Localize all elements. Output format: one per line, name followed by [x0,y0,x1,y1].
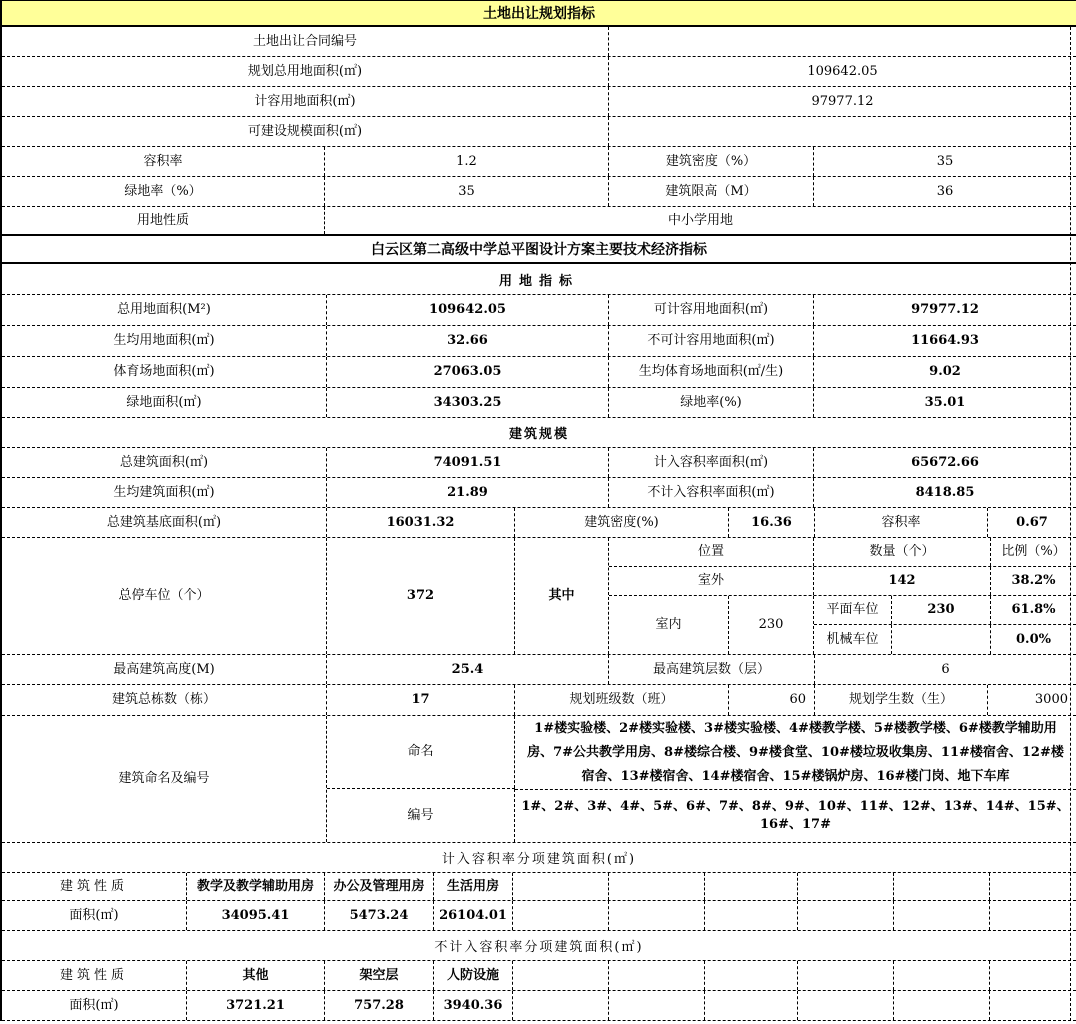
sports-area-label: 体育场地面积(㎡) [2,357,327,387]
class-count-value: 60 [729,685,815,715]
incl-area-empty3 [705,901,798,930]
land-index-header: 用地指标 [498,273,579,289]
parking-qty-header: 数量（个） [814,538,991,566]
parking-flat-row [814,596,1076,625]
buildable-area-value [609,117,1076,146]
buildable-area-label: 可建设规模面积(㎡) [2,117,609,146]
land-use-value: 中小学用地 [667,212,733,228]
excl-area-empty3 [705,991,798,1020]
parking-mech-label: 机械车位 [814,625,892,654]
incl-area-office: 5473.24 [325,901,434,930]
incl-area-empty6 [990,901,1076,930]
contract-no-row [2,27,1076,57]
excl-area-empty6 [990,991,1076,1020]
green-rate2-label: 绿地率(%) [609,388,814,417]
building-density-label: 建筑密度（%） [609,147,814,176]
excl-col-empty3 [705,961,798,990]
land-index-header-row [2,264,1076,295]
excl-far-type-row [2,961,1076,991]
far-uncounted-area-value: 8418.85 [915,484,975,500]
name-label: 命名 [327,716,515,788]
countable-area-row [2,87,1076,117]
max-floors-label: 最高建筑层数（层） [609,655,815,684]
per-student-floor-label: 生均建筑面积(㎡) [2,478,327,507]
excl-area-empty1 [513,991,609,1020]
incl-col-empty2 [609,873,705,900]
incl-col-empty5 [894,873,990,900]
far-label: 容积率 [2,147,325,176]
table-title-row [2,0,1076,27]
green-area-value: 34303.25 [327,388,609,417]
height-limit-label: 建筑限高（M） [609,177,814,206]
parking-indoor-label: 室内 [609,596,729,654]
height-limit-value: 36 [936,183,954,199]
sports-area-row [2,357,1076,388]
green-rate2-value: 35.01 [924,394,966,410]
parking-subtable [609,538,1076,654]
density2-label: 建筑密度(%) [515,508,729,537]
land-use-row [2,207,1076,236]
total-floor-area-label: 总建筑面积(㎡) [2,448,327,477]
parking-flat-label: 平面车位 [814,596,892,624]
land-use-label: 用地性质 [2,207,325,234]
parking-outdoor-qty: 142 [814,567,991,595]
incl-col-empty1 [513,873,609,900]
parking-head-row [609,538,1076,567]
section2-header-row [2,236,1076,264]
uncountable-land-value: 11664.93 [911,333,979,349]
building-codes: 1#、2#、3#、4#、5#、6#、7#、8#、9#、10#、11#、12#、13#、14#、15#、16#、17# [521,799,1070,832]
student-count-value: 3000 [1034,692,1068,708]
per-student-sports-label: 生均体育场地面积(㎡/生) [609,357,814,387]
per-student-sports-value: 9.02 [929,364,961,380]
per-student-land-value: 32.66 [327,326,609,356]
excl-area-other: 3721.21 [187,991,325,1020]
max-height-value: 25.4 [327,655,609,684]
incl-area-empty4 [798,901,894,930]
parking-flat-qty: 230 [892,596,991,624]
far-value: 1.2 [325,147,609,176]
footprint-value: 16031.32 [327,508,515,537]
parking-position-header: 位置 [609,538,814,566]
excl-area-empty5 [894,991,990,1020]
incl-col-empty6 [990,873,1076,900]
contract-no-label: 土地出让合同编号 [2,27,609,56]
building-scale-header: 建筑规模 [508,427,569,442]
parking-row [2,538,1076,655]
total-floor-area-value: 74091.51 [327,448,609,477]
excl-area-label: 面积(㎡) [2,991,187,1020]
name-label-cell [327,716,515,789]
excl-col-other: 其他 [187,961,325,990]
excl-col-civil: 人防设施 [434,961,513,990]
excl-area-empty4 [798,991,894,1020]
naming-row [2,716,1076,843]
green-rate-value: 35 [325,177,609,206]
density2-value: 16.36 [729,508,815,537]
green-area-row [2,388,1076,418]
planned-total-area-row [2,57,1076,87]
naming-label-column [327,716,515,842]
max-height-label: 最高建筑高度(M) [2,655,327,684]
code-value-cell [515,790,1076,842]
far2-label: 容积率 [815,508,988,537]
max-floors-value: 6 [941,661,950,677]
far-density-row [2,147,1076,177]
incl-col-teaching: 教学及教学辅助用房 [187,873,325,900]
footprint-label: 总建筑基底面积(㎡) [2,508,327,537]
incl-far-type-row [2,873,1076,901]
building-count-value: 17 [327,685,515,715]
incl-area-empty2 [609,901,705,930]
naming-group-label: 建筑命名及编号 [2,716,327,842]
parking-ratio-header: 比例（%） [1001,543,1066,559]
total-area-label: 总用地面积(M²) [2,295,327,325]
excl-far-header-row [2,931,1076,961]
building-count-label: 建筑总栋数（栋） [2,685,327,715]
incl-area-empty1 [513,901,609,930]
excl-area-civil: 3940.36 [434,991,513,1020]
naming-value-column [515,716,1076,842]
per-student-land-label: 生均用地面积(㎡) [2,326,327,356]
incl-area-label: 面积(㎡) [2,901,187,930]
name-value-cell [515,716,1076,790]
code-label-cell [327,789,515,842]
per-student-land-row [2,326,1076,357]
contract-no-value [609,27,1076,56]
excl-col-empty5 [894,961,990,990]
planned-total-area-label: 规划总用地面积(㎡) [2,57,609,86]
incl-area-teaching: 34095.41 [187,901,325,930]
parking-indoor-row [609,596,1076,654]
countable-land-value: 97977.12 [911,302,979,318]
planned-total-area-value: 109642.05 [807,63,878,79]
code-label: 编号 [327,789,515,842]
far-uncounted-area-label: 不计入容积率面积(㎡) [609,478,814,507]
far-counted-area-label: 计入容积率面积(㎡) [609,448,814,477]
building-density-value: 35 [936,153,954,169]
parking-indoor-qty: 230 [729,596,814,654]
incl-area-living: 26104.01 [434,901,513,930]
sheet-right-gridline [1070,27,1071,1021]
parking-flat-ratio: 61.8% [1011,602,1056,618]
sports-area-value: 27063.05 [327,357,609,387]
excl-col-stilt: 架空层 [325,961,434,990]
parking-mech-qty [892,625,991,654]
table-title: 土地出让规划指标 [483,6,595,22]
incl-col-living: 生活用房 [434,873,513,900]
green-area-label: 绿地面积(㎡) [2,388,327,417]
excl-col-empty1 [513,961,609,990]
parking-outdoor-row [609,567,1076,596]
incl-far-header-row [2,843,1076,873]
incl-col-empty4 [798,873,894,900]
parking-among-label: 其中 [515,538,609,654]
incl-col-empty3 [705,873,798,900]
incl-area-empty5 [894,901,990,930]
per-student-floor-value: 21.89 [327,478,609,507]
countable-land-label: 可计容用地面积(㎡) [609,295,814,325]
uncountable-land-label: 不可计容用地面积(㎡) [609,326,814,356]
incl-far-header: 计入容积率分项建筑面积(㎡) [441,852,637,867]
parking-total-label: 总停车位（个） [2,538,327,654]
parking-total-value: 372 [327,538,515,654]
excl-far-header: 不计入容积率分项建筑面积(㎡) [434,940,644,955]
per-student-floor-row [2,478,1076,508]
max-height-row [2,655,1076,685]
total-floor-area-row [2,448,1076,478]
excl-type-label: 建筑性质 [2,961,187,990]
green-height-row [2,177,1076,207]
section2-title: 白云区第二高级中学总平图设计方案主要技术经济指标 [371,242,707,258]
footprint-row [2,508,1076,538]
excl-col-empty4 [798,961,894,990]
excl-col-empty6 [990,961,1076,990]
parking-mech-row [814,625,1076,654]
excl-area-stilt: 757.28 [325,991,434,1020]
parking-outdoor-ratio: 38.2% [1011,572,1056,588]
incl-type-label: 建筑性质 [2,873,187,900]
incl-far-area-row [2,901,1076,931]
building-scale-header-row [2,418,1076,448]
class-count-label: 规划班级数（班） [515,685,729,715]
excl-area-empty2 [609,991,705,1020]
countable-area-label: 计容用地面积(㎡) [2,87,609,116]
incl-col-office: 办公及管理用房 [325,873,434,900]
excl-far-area-row [2,991,1076,1021]
building-count-row [2,685,1076,716]
countable-area-value: 97977.12 [811,93,874,109]
building-names: 1#楼实验楼、2#楼实验楼、3#楼实验楼、4#楼教学楼、5#楼教学楼、6#楼教学辅助用房、7#公共教学用房、8#楼综合楼、9#楼食堂、10#楼垃圾收集房、11#楼宿舍、12#楼宿舍、13#楼宿舍、14#楼宿舍、15#楼锅炉房、16#楼门岗、地下车库 [527,720,1064,784]
parking-outdoor-label: 室外 [609,567,814,595]
total-area-row [2,295,1076,326]
excl-col-empty2 [609,961,705,990]
far2-value: 0.67 [1016,514,1048,530]
green-rate-label: 绿地率（%） [2,177,325,206]
total-area-value: 109642.05 [327,295,609,325]
buildable-area-row [2,117,1076,147]
student-count-label: 规划学生数（生） [815,685,988,715]
far-counted-area-value: 65672.66 [911,454,979,470]
parking-mech-ratio: 0.0% [1016,631,1051,647]
parking-indoor-subtable [814,596,1076,654]
